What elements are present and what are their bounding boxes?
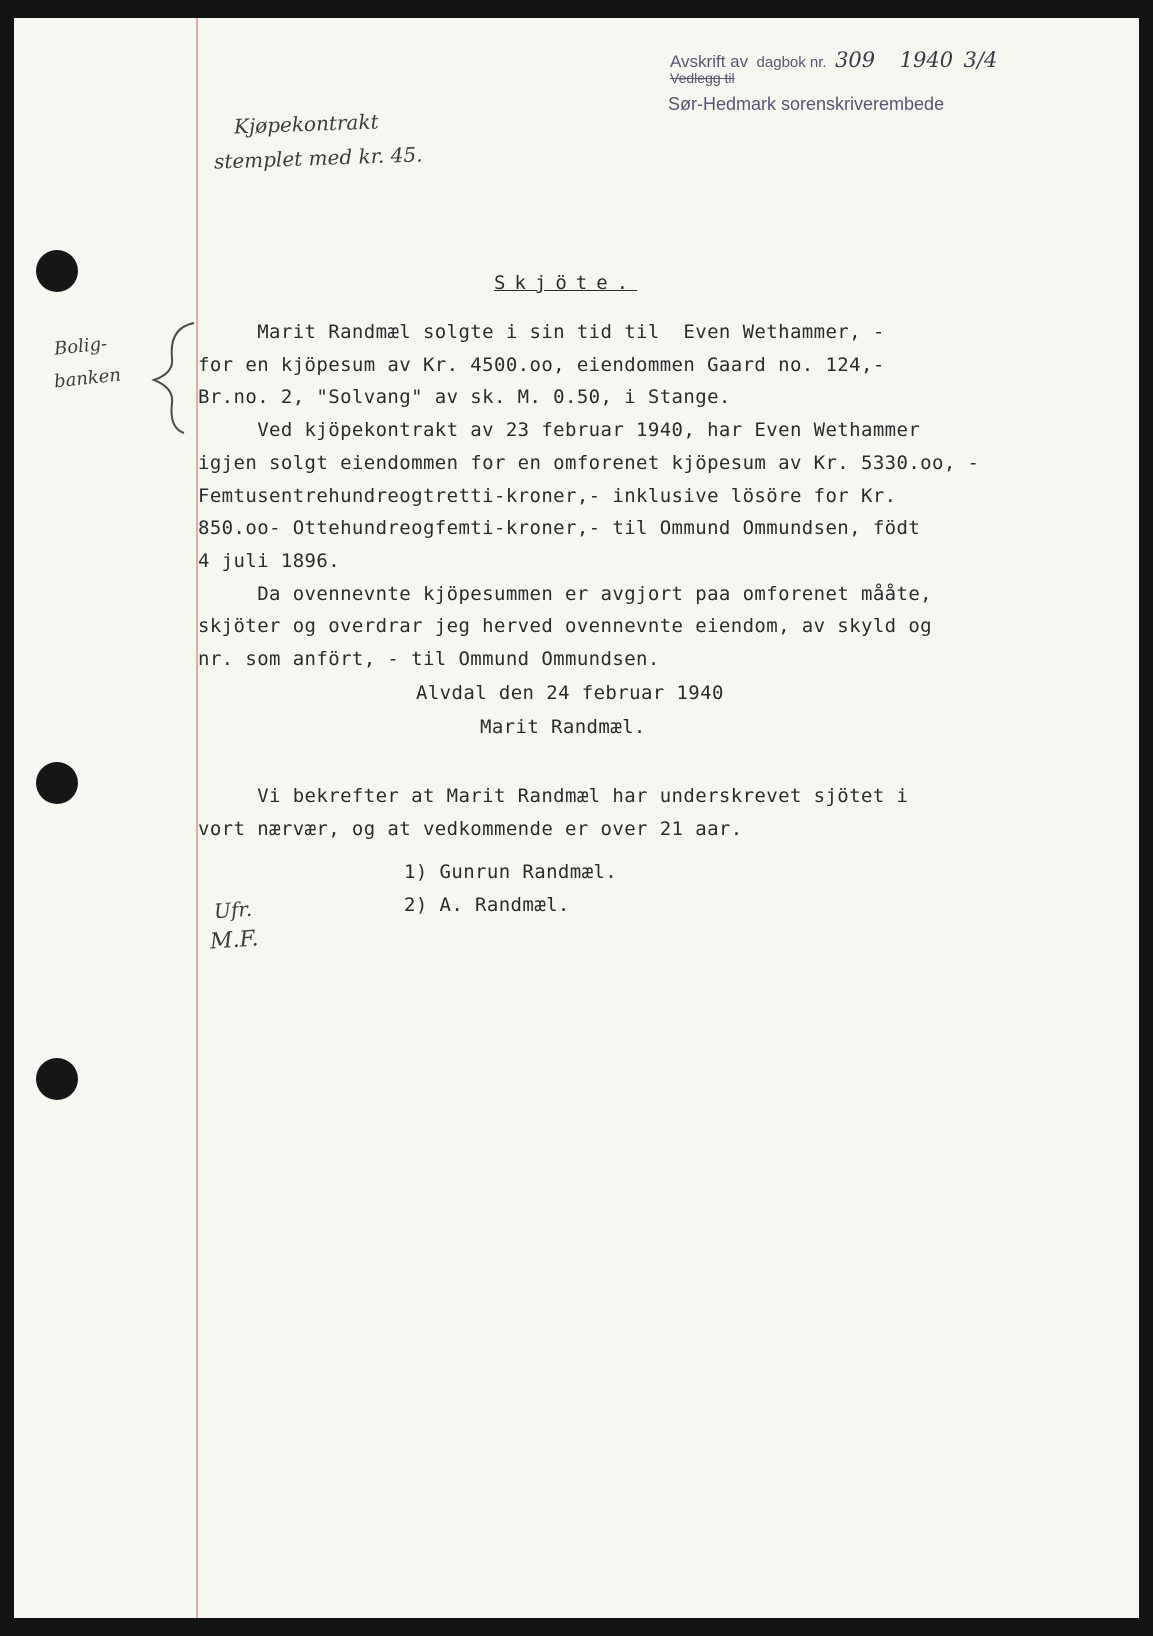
- witness-item: 2) A. Randmæl.: [404, 894, 570, 916]
- stamp-label: Avskrift av: [670, 52, 749, 71]
- body-line: 4 juli 1896.: [198, 549, 341, 572]
- body-line: Femtusentrehundreogtretti-kroner,- inklusive lösöre for Kr.: [198, 484, 897, 507]
- body-line: for en kjöpesum av Kr. 4500.oo, eiendommen Gaard no. 124,-: [198, 353, 885, 376]
- punch-hole-top: [36, 250, 78, 292]
- stamp-date: 3/4: [963, 48, 998, 72]
- handwritten-note-line2: stemplet med kr. 45.: [213, 142, 423, 174]
- witness-statement: [198, 780, 908, 846]
- body-line: Ved kjöpekontrakt av 23 februar 1940, har Even Wethammer: [198, 419, 921, 442]
- stamp-year: 1940: [899, 48, 954, 72]
- margin-note-line1: Bolig-: [53, 333, 109, 360]
- margin-brace: [144, 318, 204, 438]
- handwritten-initials-line1: Ufr.: [213, 896, 253, 924]
- stamp-dagbok-number: 309: [835, 48, 876, 72]
- document-page: [14, 18, 1139, 1618]
- witness-statement-line: vort nærvær, og at vedkommende er over 21 aar.: [198, 818, 743, 840]
- body-line: nr. som anfört, - til Ommund Ommundsen.: [198, 648, 660, 671]
- handwritten-note-line1: Kjøpekontrakt: [233, 109, 379, 139]
- witness-item: 1) Gunrun Randmæl.: [404, 861, 618, 883]
- margin-note-line2: banken: [53, 364, 122, 393]
- punch-hole-middle: [36, 762, 78, 804]
- witness-list: [404, 856, 617, 922]
- body-line: Br.no. 2, "Solvang" av sk. M. 0.50, i Stange.: [198, 386, 731, 409]
- body-line: 850.oo- Ottehundreogfemti-kroner,- til Ommund Ommundsen, födt: [198, 517, 921, 540]
- place-date: Alvdal den 24 februar 1940: [416, 682, 724, 704]
- stamp-dagbok-label: dagbok nr.: [756, 54, 827, 71]
- document-title: Skjöte.: [494, 272, 638, 294]
- stamp-struck-label: Vedlegg til: [670, 70, 735, 86]
- handwritten-initials-line2: M.F.: [209, 926, 260, 955]
- body-line: Marit Randmæl solgte i sin tid til Even Wethammer, -: [198, 321, 885, 343]
- seller-signature: Marit Randmæl.: [480, 716, 646, 738]
- witness-statement-line: Vi bekrefter at Marit Randmæl har underskrevet sjötet i: [198, 785, 909, 807]
- body-line: igjen solgt eiendommen for en omforenet kjöpesum av Kr. 5330.oo, -: [198, 451, 980, 474]
- stamp-office: Sør-Hedmark sorenskriverembede: [668, 94, 945, 114]
- punch-hole-bottom: [36, 1058, 78, 1100]
- document-body: [198, 316, 979, 676]
- body-line: skjöter og overdrar jeg herved ovennevnte eiendom, av skyld og: [198, 615, 933, 638]
- body-line: Da ovennevnte kjöpesummen er avgjort paa omforenet mååte,: [198, 582, 933, 605]
